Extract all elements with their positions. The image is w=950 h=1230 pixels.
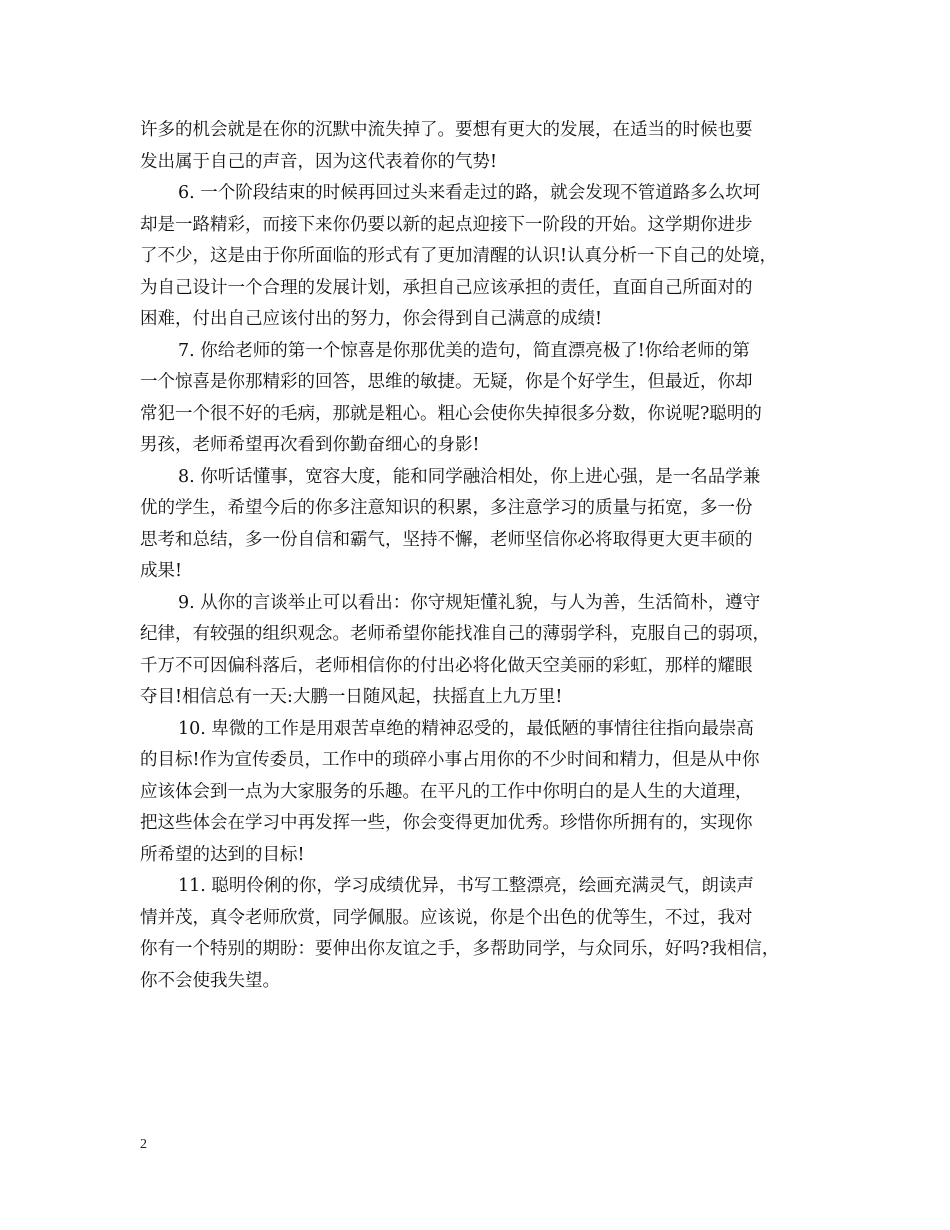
- text-line: 把这些体会在学习中再发挥一些，你会变得更加优秀。珍惜你所拥有的，实现你: [140, 813, 753, 833]
- paragraph-item-10: [140, 714, 820, 872]
- text-line: 10. 卑微的工作是用艰苦卓绝的精神忍受的，最低陋的事情往往指向最崇高: [178, 718, 754, 739]
- paragraph-continuation: [140, 115, 820, 178]
- text-line: 应该体会到一点为大家服务的乐趣。在平凡的工作中你明白的是人生的大道理，: [140, 781, 753, 802]
- document-body: [140, 115, 820, 997]
- paragraph-item-7: [140, 336, 820, 462]
- page-number: 2: [140, 1137, 147, 1152]
- text-line: 却是一路精彩，而接下来你仍要以新的起点迎接下一阶段的开始。这学期你进步: [140, 214, 753, 235]
- paragraph-item-6: [140, 178, 820, 336]
- text-line: 千万不可因偏科落后，老师相信你的付出必将化做天空美丽的彩虹，那样的耀眼: [140, 655, 753, 676]
- text-line: 为自己设计一个合理的发展计划，承担自己应该承担的责任，直面自己所面对的: [140, 277, 753, 298]
- text-line: 一个惊喜是你那精彩的回答，思维的敏捷。无疑，你是个好学生，但最近，你却: [140, 372, 753, 392]
- text-line: 所希望的达到的目标!: [140, 844, 305, 865]
- text-line: 你有一个特别的期盼：要伸出你友谊之手，多帮助同学，与众同乐，好吗?我相信，: [140, 939, 780, 959]
- paragraph-item-8: [140, 462, 820, 588]
- text-line: 情并茂，真令老师欣赏，同学佩服。应该说，你是个出色的优等生，不过，我对: [140, 907, 753, 928]
- text-line: 的目标!作为宣传委员，工作中的琐碎小事占用你的不少时间和精力，但是从中你: [140, 750, 760, 770]
- paragraph-item-9: [140, 588, 820, 714]
- text-line: 男孩，老师希望再次看到你勤奋细心的身影!: [140, 435, 480, 455]
- text-line: 许多的机会就是在你的沉默中流失掉了。要想有更大的发展，在适当的时候也要: [140, 120, 753, 140]
- text-line: 优的学生，希望今后的你多注意知识的积累，多注意学习的质量与拓宽，多一份: [140, 498, 753, 518]
- text-line: 发出属于自己的声音，因为这代表着你的气势!: [140, 151, 498, 172]
- text-line: 纪律，有较强的组织观念。老师希望你能找准自己的薄弱学科，克服自己的弱项，: [140, 624, 770, 644]
- paragraph-item-11: [140, 871, 820, 997]
- text-line: 常犯一个很不好的毛病，那就是粗心。粗心会使你失掉很多分数，你说呢?聪明的: [140, 403, 762, 424]
- text-line: 11. 聪明伶俐的你，学习成绩优异，书写工整漂亮，绘画充满灵气，朗读声: [178, 876, 754, 896]
- text-line: 7. 你给老师的第一个惊喜是你那优美的造句，简直漂亮极了!你给老师的第: [178, 340, 750, 361]
- text-line: 你不会使我失望。: [140, 970, 280, 991]
- text-line: 6. 一个阶段结束的时候再回过头来看走过的路，就会发现不管道路多么坎坷: [178, 183, 761, 203]
- text-line: 了不少，这是由于你所面临的形式有了更加清醒的认识!认真分析一下自己的处境，: [140, 246, 778, 266]
- text-line: 成果!: [140, 561, 183, 581]
- text-line: 8. 你听话懂事，宽容大度，能和同学融洽相处，你上进心强，是一名品学兼: [178, 466, 761, 487]
- text-line: 思考和总结，多一份自信和霸气，坚持不懈，老师坚信你必将取得更大更丰硕的: [140, 529, 753, 550]
- text-line: 9. 从你的言谈举止可以看出：你守规矩懂礼貌，与人为善，生活简朴，遵守: [178, 592, 761, 613]
- text-line: 夺目!相信总有一天:大鹏一日随风起，扶摇直上九万里!: [140, 687, 563, 707]
- text-line: 困难，付出自己应该付出的努力，你会得到自己满意的成绩!: [140, 309, 603, 329]
